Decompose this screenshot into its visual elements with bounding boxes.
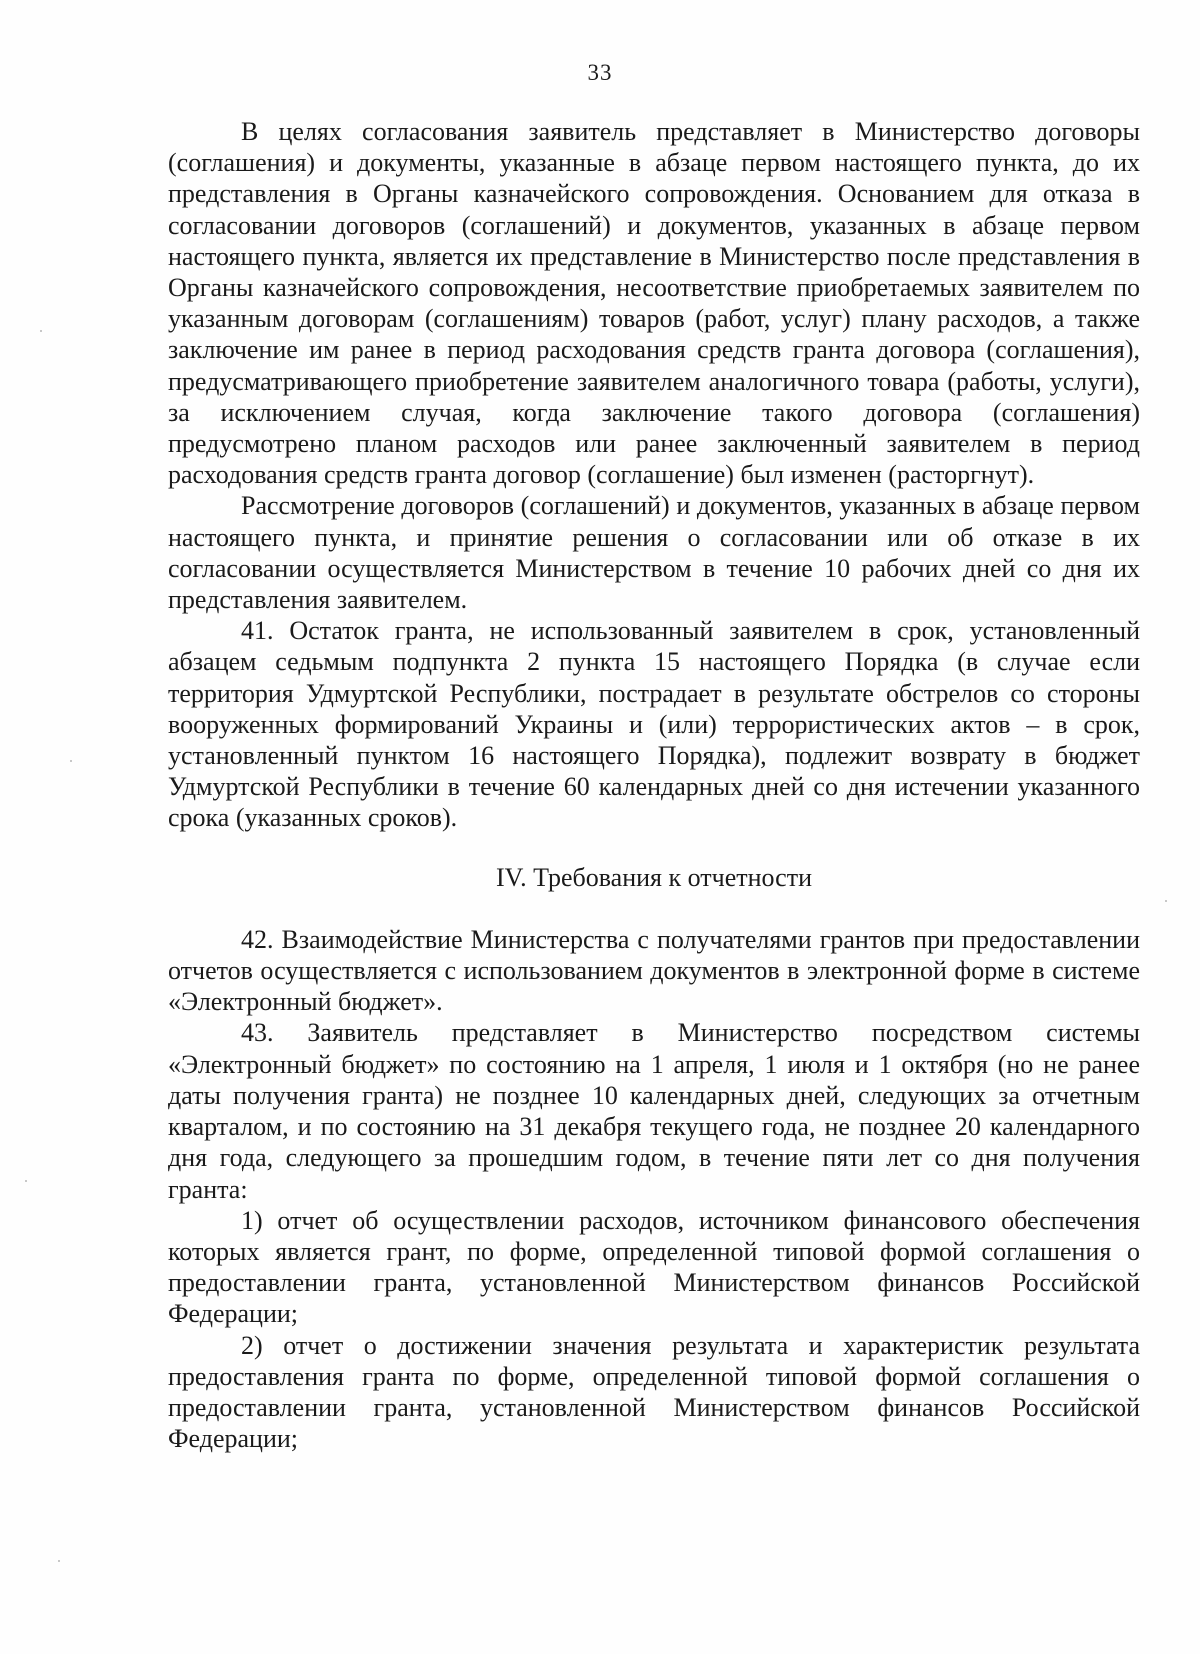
scan-speck	[1165, 900, 1167, 902]
list-item-1: 1) отчет об осуществлении расходов, источником финансового обеспечения которых является грант, по форме, определенной типовой формой соглашения о предоставлении гранта, установленной Министерством финансов Российской Федерации;	[168, 1205, 1140, 1329]
document-body	[168, 116, 1140, 1454]
scan-speck	[25, 1180, 27, 1182]
scan-speck	[58, 1560, 60, 1562]
scan-speck	[40, 330, 42, 332]
paragraph-41: 41. Остаток гранта, не использованный заявителем в срок, установленный абзацем седьмым подпункта 2 пункта 15 настоящего Порядка (в случае если территория Удмуртской Республики, пострадает в результате обстрелов со стороны вооруженных формирований Украины и (или) террористических актов – в срок, установленный пунктом 16 настоящего Порядка), подлежит возврату в бюджет Удмуртской Республики в течение 60 календарных дней со дня истечении указанного срока (указанных сроков).	[168, 616, 1140, 833]
scan-speck	[70, 760, 72, 762]
page-number: 33	[587, 60, 613, 85]
paragraph-approval: В целях согласования заявитель представляет в Министерство договоры (соглашения) и документы, указанные в абзаце первом настоящего пункта, до их представления в Органы казначейского сопровождения. Основанием для отказа в согласовании договоров (соглашений) и документов, указанных в абзаце первом настоящего пункта, является их представление в Министерство после представления в Органы казначейского сопровождения, несоответствие приобретаемых заявителем по указанным договорам (соглашениям) товаров (работ, услуг) плану расходов, а также заключение им ранее в период расходования средств гранта договора (соглашения), предусматривающего приобретение заявителем аналогичного товара (работы, услуги), за исключением случая, когда заключение такого договора (соглашения) предусмотрено планом расходов или ранее заключенный заявителем в период расходования средств гранта договор (соглашение) был изменен (расторгнут).	[168, 117, 1140, 490]
paragraph-43: 43. Заявитель представляет в Министерство посредством системы «Электронный бюджет» по состоянию на 1 апреля, 1 июля и 1 октября (но не ранее даты получения гранта) не позднее 10 календарных дней, следующих за отчетным кварталом, и по состоянию на 31 декабря текущего года, не позднее 20 календарного дня года, следующего за прошедшим годом, в течение пяти лет со дня получения гранта:	[168, 1018, 1140, 1204]
paragraph-review: Рассмотрение договоров (соглашений) и документов, указанных в абзаце первом настоящего пункта, и принятие решения о согласовании или об отказе в их согласовании осуществляется Министерством в течение 10 рабочих дней со дня их представления заявителем.	[168, 491, 1140, 615]
list-item-2: 2) отчет о достижении значения результата и характеристик результата предоставления гранта по форме, определенной типовой формой соглашения о предоставлении гранта, установленной Министерством финансов Российской Федерации;	[168, 1330, 1140, 1454]
paragraph-42: 42. Взаимодействие Министерства с получателями грантов при предоставлении отчетов осуществляется с использованием документов в электронной форме в системе «Электронный бюджет».	[168, 924, 1140, 1017]
section-heading: IV. Требования к отчетности	[495, 862, 812, 892]
